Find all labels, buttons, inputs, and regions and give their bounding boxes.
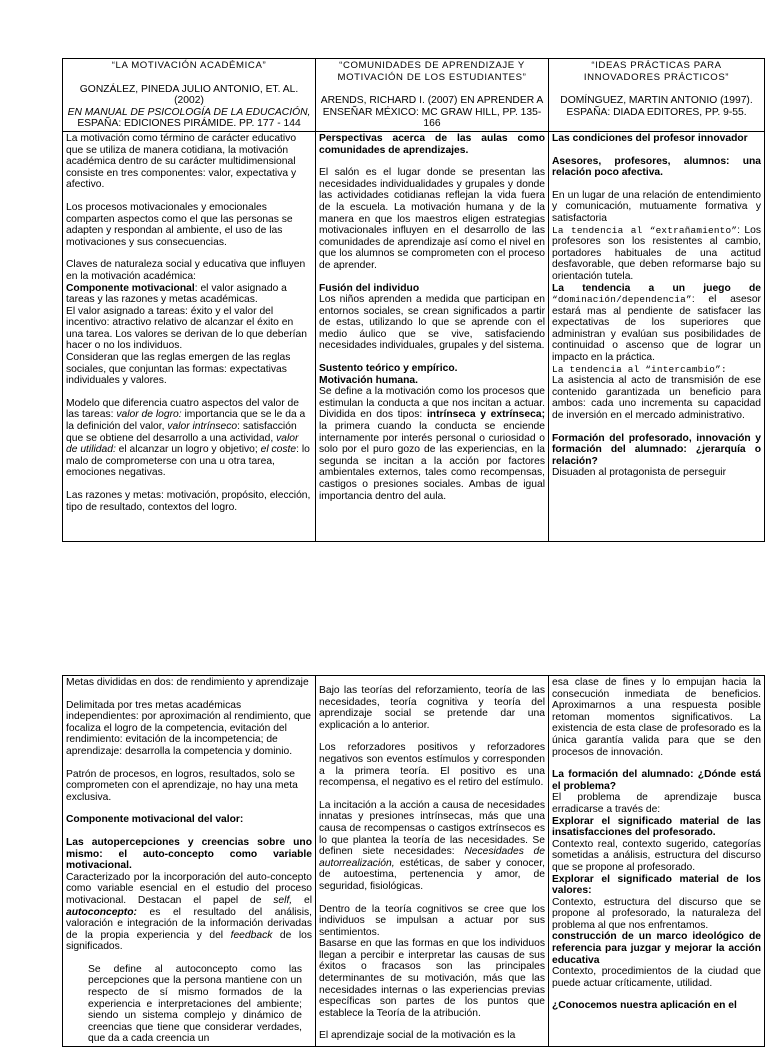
column-reference: DOMÍNGUEZ, MARTIN ANTONIO (1997). ESPAÑA: DIADA EDITORES, PP. 9-55. xyxy=(560,95,753,118)
paragraph: La asistencia al acto de transmisión de ese contenido garantizada un beneficio para ambos: cada uno incrementa su capacidad de inversión en el mercado administrativo. xyxy=(552,375,761,422)
paragraph: La tendencia al “intercambio”: xyxy=(552,363,727,375)
section-heading: Formación del profesorado, innovación y formación del alumnado: ¿jerarquía o relación? xyxy=(552,432,761,467)
table-header-row xyxy=(63,59,765,132)
paragraph: Caracterizado por la incorporación del auto-concepto como variable esencial en el estudio del proceso motivacional. Destacan el papel de self, el autoconcepto: es el resultado del análisis, valoración e integración de la información derivadas de la propia experiencia y del feedback de los significados. xyxy=(66,871,312,953)
paragraph: Contexto, estructura del discurso que se propone al profesorado, la naturaleza del problema al que nos enfrentamos. xyxy=(552,896,761,931)
paragraph: La motivación como término de carácter educativo que se utiliza de manera cotidiana, la motivación académica dentro de su carácter multidimensional consiste en tres componentes: valor, expectativa y afectivo. xyxy=(66,132,297,191)
paragraph: Se define a la motivación como los procesos que estimulan la conducta a que nos incitan a actuar. Dividida en dos tipos: intrínseca y extrínseca; la primera cuando la conducta se enciende internamente por interés personal o curiosidad o solo por el puro gozo de las experiencias, en la segunda se incitan a la acción por factores ambientales externos, tales como recompensas, castigos o presiones sociales. Ambas de igual importancia dentro del aula. xyxy=(319,386,545,502)
section-heading: Explorar el significado material de las insatisfacciones del profesorado. xyxy=(552,815,761,839)
section-heading: Motivación humana. xyxy=(319,374,418,386)
content-cell-col2 xyxy=(316,676,549,1047)
paragraph: Basarse en que las formas en que los individuos llegan a percibir e interpretar las causas de sus éxitos o fracasos son las principales determinantes de su motivación, más que las necesidades internas o las experiencias previas específicas son partes de los puntos que establece la Teoría de la atribución. xyxy=(319,938,545,1019)
paragraph: Claves de naturaleza social y educativa que influyen en la motivación académica: xyxy=(66,259,306,282)
paragraph: En un lugar de una relación de entendimiento y comunicación, mutuamente formativa y satisfactoria xyxy=(552,189,761,224)
header-cell-comunidades xyxy=(316,59,549,132)
reference-book: EN MANUAL DE PSICOLOGÍA DE LA EDUCACIÓN, xyxy=(67,106,311,118)
section-heading: Asesores, profesores, alumnos: una relación poco afectiva. xyxy=(552,155,761,179)
paragraph: Consideran que las reglas emergen de las reglas sociales, que conjuntan las formas: expectativas individuales y valores. xyxy=(66,352,291,387)
paragraph: El valor asignado a tareas: éxito y el valor del incentivo: atractivo relativo de alcanzar el éxito en una tarea. Los valores se derivan de lo que deberían hacer o no los individuos. xyxy=(66,305,307,352)
paragraph: El salón es el lugar donde se presentan las necesidades individualidades y grupales y donde las actividades cotidianas reflejan la vida fuera de la escuela. La motivación humana y de la manera en que los maestros eligen estrategias motivacionales influyen en el desarrollo de las comunidades de aprendizaje así como el nivel en que los alumnos se comprometen con el proceso de aprender. xyxy=(319,167,545,271)
summary-table-page-2 xyxy=(62,675,765,1047)
term-heading: Componente motivacional xyxy=(66,282,195,294)
paragraph: El aprendizaje social de la motivación es la xyxy=(319,1030,516,1042)
paragraph: Metas divididas en dos: de rendimiento y aprendizaje xyxy=(66,677,309,688)
section-heading: La formación del alumnado: ¿Dónde está el problema? xyxy=(552,769,761,792)
paragraph: El problema de aprendizaje busca erradicarse a través de: xyxy=(552,792,761,815)
header-cell-ideas-practicas xyxy=(549,59,765,132)
content-cell-col2 xyxy=(316,131,549,541)
content-cell-col3 xyxy=(549,131,765,541)
paragraph: Los niños aprenden a medida que participan en entornos sociales, se crean significados a partir de estas, utilizando lo que se aprende con el medio áulico que se vive, satisfaciendo necesidades individuales, grupales y del sistema. xyxy=(319,294,545,352)
section-heading: Perspectivas acerca de las aulas como comunidades de aprendizajes. xyxy=(319,132,545,156)
section-heading: Explorar el significado material de los valores: xyxy=(552,873,761,897)
paragraph: Disuaden al protagonista de perseguir xyxy=(552,467,727,479)
paragraph: Las razones y metas: motivación, propósito, elección, tipo de resultado, contextos del logro. xyxy=(66,490,311,513)
column-title: “COMUNIDADES DE APRENDIZAJE Y MOTIVACIÓN DE LOS ESTUDIANTES” xyxy=(337,60,527,83)
paragraph: Modelo que diferencia cuatro aspectos del valor de las tareas: valor de logro: importancia que se le da a la definición del valor, valor intrínseco: satisfacción que se obtiene del desarrollo a una actividad, valor de utilidad: el alcanzar un logro y objetivo; el coste: lo malo de comprometerse con una u otra tarea, emociones negativas. xyxy=(66,397,310,479)
table-body-row xyxy=(63,131,765,541)
content-cell-col1 xyxy=(63,131,316,541)
column-title: “IDEAS PRÁCTICAS PARA INNOVADORES PRÁCTICOS” xyxy=(583,60,730,83)
paragraph: La tendencia al “extrañamiento”: Los profesores son los resistentes al cambio, portadores habituales de una actitud desfavorable, que deben reformarse bajo su orientación tutela. xyxy=(552,224,761,282)
section-heading: construcción de un marco ideológico de referencia para juzgar y mejorar la acción educativa xyxy=(552,931,761,966)
column-reference: ARENDS, RICHARD I. (2007) EN APRENDER A ENSEÑAR MÉXICO: MC GRAW HILL, PP. 135-166 xyxy=(320,95,544,130)
paragraph: Bajo las teorías del reforzamiento, teoría de las necesidades, teoría cognitiva y teoría del aprendizaje social se pretende dar una explicación a lo anterior. xyxy=(319,685,545,731)
column-title: “LA MOTIVACIÓN ACADÉMICA” xyxy=(111,60,267,71)
content-cell-col1 xyxy=(63,676,316,1047)
quote-paragraph: Se define al autoconcepto como las percepciones que la persona mantiene con un respecto de sí mismo formados de la experiencia e interpretaciones del ambiente; siendo un sistema complejo y dinámico de creencias que tiene que considerar verdades, que da a cada creencia un xyxy=(88,963,302,1045)
paragraph: Los reforzadores positivos y reforzadores negativos son eventos estímulos y corresponden a la primera teoría. El positivo es una recompensa, el negativo es el retiro del estímulo. xyxy=(319,742,545,789)
section-heading: ¿Conocemos nuestra aplicación en el xyxy=(552,1000,737,1012)
summary-table-page-1 xyxy=(62,58,765,542)
paragraph: Los procesos motivacionales y emocionales comparten aspectos como el que las personas se adapten y respondan al ambiente, el uso de las motivaciones y sus consecuencias. xyxy=(66,201,293,248)
paragraph: Contexto real, contexto sugerido, categorías sometidas a análisis, estructura del discurso que se propone al profesorado. xyxy=(552,838,761,873)
section-heading: Las condiciones del profesor innovador xyxy=(552,132,748,144)
paragraph: Contexto, procedimientos de la ciudad que puede actuar críticamente, utilidad. xyxy=(552,966,761,989)
section-heading: Componente motivacional del valor: xyxy=(66,814,244,826)
reference-publisher: ESPAÑA: EDICIONES PIRÁMIDE. PP. 177 - 144 xyxy=(77,118,301,130)
paragraph: esa clase de fines y lo empujan hacia la consecución inmediata de beneficios. Aproximarnos a una respuesta posible retoman momentos significativos. La existencia de esta clase de profesorado es la única garantía valida para que se den procesos de innovación. xyxy=(552,677,761,758)
paragraph: Dentro de la teoría cognitivos se cree que los individuos se impulsan a actuar por sus sentimientos. xyxy=(319,903,545,938)
content-cell-col3 xyxy=(549,676,765,1047)
column-reference xyxy=(66,84,312,130)
table-body-row xyxy=(63,676,765,1047)
paragraph: La incitación a la acción a causa de necesidades innatas y presiones intrínsecas, más que una causa de recompensas o castigos extrínsecos es lo que plantea la teoría de las necesidades. Se definen siete necesidades: Necesidades de autorrealización, estéticas, de saber y conocer, de autoestima, pertenencia y amor, de seguridad, fisiológicas. xyxy=(319,799,546,892)
paragraph: La tendencia a un juego de “dominación/dependencia”: el asesor estará mas al pendiente de satisfacer las expectativas de los superiores que administran y evalúan sus posibilidades de continuidad o ascenso que de lograr un impacto en la práctica. xyxy=(552,282,761,364)
paragraph: Componente motivacional: el valor asignado a tareas y las razones y metas académicas. xyxy=(66,282,287,306)
header-cell-motivacion-academica xyxy=(63,59,316,132)
section-heading: Fusión del individuo xyxy=(319,282,420,294)
section-heading: Las autopercepciones y creencias sobre uno mismo: el auto-concepto como variable motivacional. xyxy=(66,836,312,872)
paragraph: Delimitada por tres metas académicas independientes: por aproximación al rendimiento, que focaliza el logro de la competencia, evitación del rendimiento: evitación de la incompetencia; de aprendizaje: desarrolla la competencia y dominio. xyxy=(66,699,311,757)
paragraph: Patrón de procesos, en logros, resultados, solo se comprometen con el aprendizaje, no hay una meta exclusiva. xyxy=(66,768,298,803)
reference-author: GONZÁLEZ, PINEDA JULIO ANTONIO, ET. AL. (2002) xyxy=(79,83,299,107)
section-heading: Sustento teórico y empírico. xyxy=(319,363,458,375)
